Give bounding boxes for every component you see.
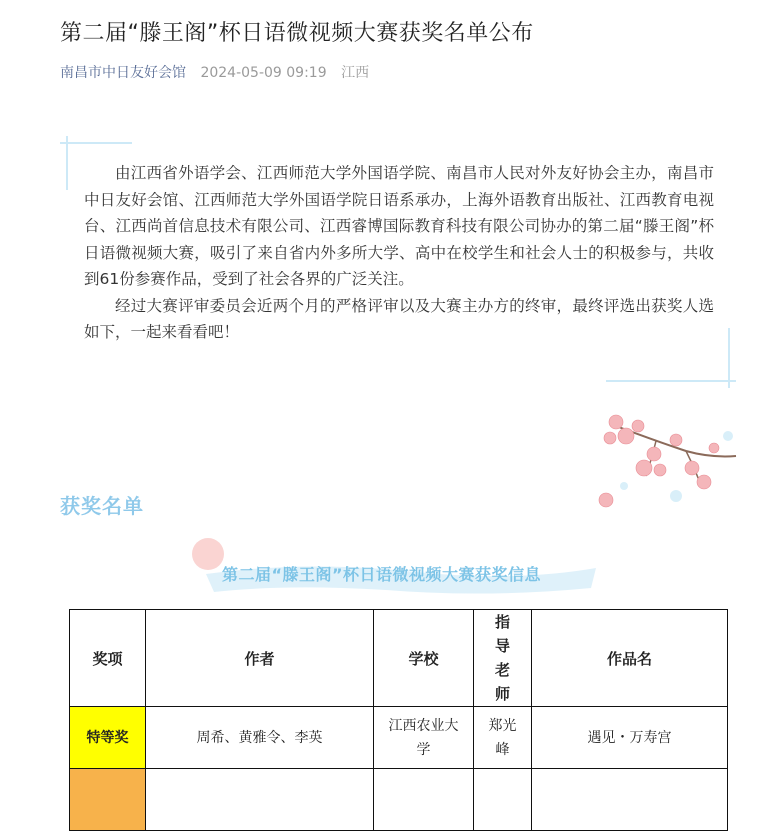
intro-text xyxy=(84,160,714,346)
decor-frame-line xyxy=(66,136,68,190)
intro-paragraph: 由江西省外语学会、江西师范大学外国语学院、南昌市人民对外友好协会主办，南昌市中日友好会馆、江西师范大学外国语学院日语系承办，上海外语教育出版社、江西教育电视台、江西尚首信息技术有限公司、江西睿博国际教育科技有限公司协办的第二届“滕王阁”杯日语微视频大赛，吸引了来自省内外多所大学、高中在校学生和社会人士的积极参与，共收到61份参赛作品，受到了社会各界的广泛关注。 xyxy=(84,164,714,288)
award-info-banner: 第二届“滕王阁”杯日语微视频大赛获奖信息 xyxy=(222,565,542,584)
award-cell xyxy=(70,769,146,831)
publish-location: 江西 xyxy=(341,65,370,81)
account-name-link[interactable]: 南昌市中日友好会馆 xyxy=(60,65,186,81)
award-cell: 特等奖 xyxy=(70,707,146,769)
header-award: 奖项 xyxy=(70,610,146,707)
cherry-blossom-illustration xyxy=(596,396,741,516)
school-cell xyxy=(374,769,474,831)
work-cell xyxy=(532,769,728,831)
table-row xyxy=(70,707,728,769)
table-header-row xyxy=(70,610,728,707)
school-cell: 江西农业大学 xyxy=(374,707,474,769)
header-advisor: 指导老师 xyxy=(474,610,532,707)
work-cell: 遇见・万寿宫 xyxy=(532,707,728,769)
author-cell xyxy=(146,769,374,831)
advisor-cell: 郑光峰 xyxy=(474,707,532,769)
author-cell: 周希、黄雅令、李英 xyxy=(146,707,374,769)
header-school: 学校 xyxy=(374,610,474,707)
advisor-cell xyxy=(474,769,532,831)
section-heading: 获奖名单 xyxy=(60,494,144,518)
decor-frame-line xyxy=(60,142,132,144)
header-work: 作品名 xyxy=(532,610,728,707)
publish-time: 2024-05-09 09:19 xyxy=(200,65,327,81)
intro-paragraph: 经过大赛评审委员会近两个月的严格评审以及大赛主办方的终审，最终评选出获奖人选如下，一起来看看吧！ xyxy=(84,296,714,341)
article-title: 第二届“滕王阁”杯日语微视频大赛获奖名单公布 xyxy=(60,21,534,46)
header-author: 作者 xyxy=(146,610,374,707)
decor-frame-line xyxy=(728,328,730,388)
table-row xyxy=(70,769,728,831)
article-meta xyxy=(60,62,369,82)
decor-frame-line xyxy=(606,380,736,382)
award-table xyxy=(69,609,728,831)
